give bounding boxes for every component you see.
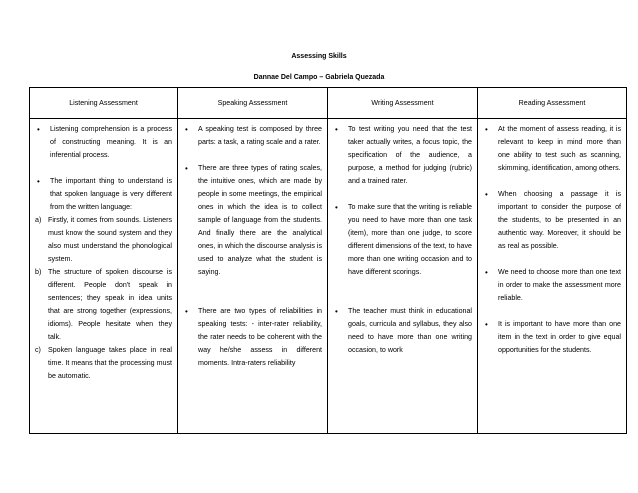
assessment-table bbox=[29, 87, 627, 434]
bullet-icon: • bbox=[37, 177, 40, 186]
header-reading: Reading Assessment bbox=[478, 88, 627, 119]
listening-sublist bbox=[35, 214, 172, 383]
list-item: • Listening comprehension is a process of constructing meaning. It is an inferential process. bbox=[37, 125, 172, 159]
list-item: • At the moment of assess reading, it is relevant to keep in mind more than one ability to test such as scanning, skimming, identification, among others. bbox=[485, 125, 621, 172]
list-item: • We need to choose more than one text in order to make the assessment more reliable. bbox=[485, 268, 621, 302]
bullet-icon: • bbox=[335, 203, 338, 212]
bullet-icon: • bbox=[185, 307, 188, 316]
bullet-icon: • bbox=[185, 164, 188, 173]
bullet-icon: • bbox=[485, 125, 488, 134]
bullet-icon: • bbox=[485, 320, 488, 329]
list-item: • It is important to have more than one item in the text in order to give equal opportunities for the students. bbox=[485, 320, 621, 354]
list-item: • The important thing to understand is that spoken language is very different from the written language: bbox=[37, 177, 172, 211]
bullet-icon: • bbox=[485, 190, 488, 199]
writing-cell bbox=[328, 119, 478, 434]
list-item: • There are three types of rating scales, the intuitive ones, which are made by people in some meetings, the empirical ones in which the idea is to collect sample of language from the students. And finally there are the analytical ones, in which the discourse analysis is used to analyze what the student is saying. bbox=[185, 164, 322, 276]
header-writing: Writing Assessment bbox=[328, 88, 478, 119]
bullet-icon: • bbox=[485, 268, 488, 277]
header-listening: Listening Assessment bbox=[30, 88, 178, 119]
speaking-cell bbox=[178, 119, 328, 434]
bullet-icon: • bbox=[335, 307, 338, 316]
bullet-icon: • bbox=[185, 125, 188, 134]
list-item: • To make sure that the writing is reliable you need to have more than one task (item), more than one judge, to score different dimensions of the text, to have more than one writing occasion and to have different scorings. bbox=[335, 203, 472, 276]
list-item: • There are two types of reliabilities in speaking tests: - inter-rater reliability, the rater needs to be coherent with the way he/she assess in different moments. Intra-raters reliability bbox=[185, 307, 322, 367]
bullet-icon: • bbox=[335, 125, 338, 134]
document-title: Assessing Skills bbox=[291, 53, 347, 60]
table-header-row bbox=[30, 88, 627, 119]
reading-cell bbox=[478, 119, 627, 434]
bullet-icon: • bbox=[37, 125, 40, 134]
list-item: • To test writing you need that the test taker actually writes, a focus topic, the specification of the audience, a purpose, a method for judging (rubric) and a trained rater. bbox=[335, 125, 472, 185]
list-item: a) Firstly, it comes from sounds. Listeners must know the sound system and they also must understand the phonological system. bbox=[35, 216, 172, 263]
table-body-row bbox=[30, 119, 627, 434]
list-item: • A speaking test is composed by three parts: a task, a rating scale and a rater. bbox=[185, 125, 322, 146]
header-speaking: Speaking Assessment bbox=[178, 88, 328, 119]
list-item: c) Spoken language takes place in real time. It means that the processing must be automatic. bbox=[35, 346, 172, 380]
document-authors: Dannae Del Campo – Gabriela Quezada bbox=[253, 74, 385, 81]
list-item: • The teacher must think in educational goals, curricula and syllabus, they also need to have more than one writing occasion, to work bbox=[335, 307, 472, 354]
listening-cell bbox=[30, 119, 178, 434]
list-item: • When choosing a passage it is important to consider the purpose of the students, to be presented in an authentic way. Moreover, it should be as real as possible. bbox=[485, 190, 621, 250]
list-item: b) The structure of spoken discourse is different. People don't speak in sentences; they speak in idea units that are strong together (expressions, idioms). People hesitate when they talk. bbox=[35, 268, 172, 341]
